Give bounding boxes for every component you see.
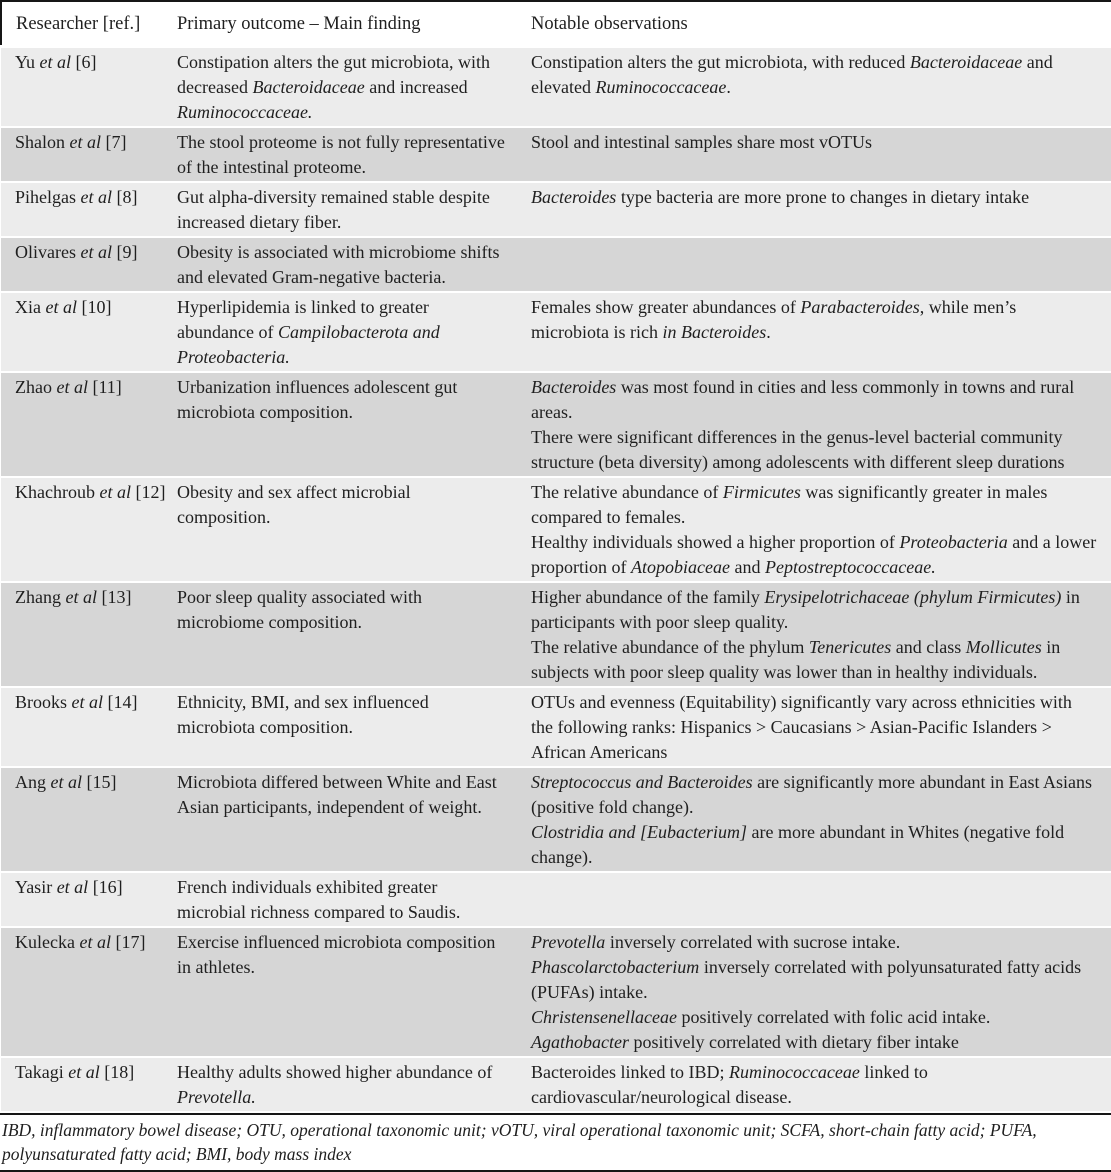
paragraph: Xia et al [10] [15,297,112,317]
researcher-cell [1,47,177,128]
researcher-cell [1,182,177,237]
paragraph: Healthy adults showed higher abundance of Prevotella. [177,1062,493,1107]
table-row [1,687,1111,767]
paragraph: Poor sleep quality associated with microbiome composition. [177,587,422,632]
paragraph: Constipation alters the gut microbiota, with reduced Bacteroidaceae and elevated Ruminococcaceae. [531,52,1053,97]
paragraph: Urbanization influences adolescent gut microbiota composition. [177,377,458,422]
paragraph: The stool proteome is not fully representative of the intestinal proteome. [177,132,505,177]
researcher-cell [1,687,177,767]
researcher-cell [1,872,177,927]
table-row [1,47,1111,128]
paragraph: Healthy individuals showed a higher proportion of Proteobacteria and a lower proportion of Atopobiaceae and Peptostreptococcaceae. [531,532,1097,577]
researcher-cell [1,292,177,372]
paragraph: The relative abundance of Firmicutes was significantly greater in males compared to females. [531,482,1048,527]
observations-cell [531,372,1111,477]
finding-cell [177,1057,531,1112]
paragraph: Gut alpha-diversity remained stable despite increased dietary fiber. [177,187,490,232]
paragraph: Bacteroides linked to IBD; Ruminococcaceae linked to cardiovascular/neurological disease. [531,1062,928,1107]
column-header-observations: Notable observations [531,1,1111,47]
paragraph: Takagi et al [18] [15,1062,135,1082]
observations-cell [531,872,1111,927]
paragraph: Prevotella inversely correlated with sucrose intake. [531,932,901,952]
column-header-finding: Primary outcome – Main finding [177,1,531,47]
finding-cell [177,292,531,372]
observations-cell [531,237,1111,292]
header-row [1,1,1111,47]
paragraph: Microbiota differed between White and East Asian participants, independent of weight. [177,772,497,817]
finding-cell [177,182,531,237]
paragraph: Olivares et al [9] [15,242,138,262]
observations-cell [531,1057,1111,1112]
table-row [1,372,1111,477]
table-footnote: IBD, inflammatory bowel disease; OTU, operational taxonomic unit; vOTU, viral operational taxonomic unit; SCFA, short-chain fatty acid; PUFA, polyunsaturated fatty acid; BMI, body mass index [0,1113,1111,1172]
paragraph: OTUs and evenness (Equitability) significantly vary across ethnicities with the following ranks: Hispanics > Caucasians > Asian-Pacific Islanders > African Americans [531,692,1072,762]
paragraph: Streptococcus and Bacteroides are significantly more abundant in East Asians (positive fold change). [531,772,1093,817]
finding-cell [177,127,531,182]
table-row [1,477,1111,582]
researcher-cell [1,237,177,292]
paragraph: Brooks et al [14] [15,692,138,712]
paragraph: Obesity and sex affect microbial composition. [177,482,411,527]
finding-cell [177,687,531,767]
observations-cell [531,927,1111,1057]
paragraph: Shalon et al [7] [15,132,127,152]
table-row [1,767,1111,872]
paragraph: Yasir et al [16] [15,877,123,897]
paragraph: There were significant differences in the genus-level bacterial community structure (beta diversity) among adolescents with different sleep durations [531,427,1065,472]
finding-cell [177,872,531,927]
paragraph: Obesity is associated with microbiome shifts and elevated Gram-negative bacteria. [177,242,500,287]
finding-cell [177,767,531,872]
table-row [1,127,1111,182]
table-body [1,47,1111,1113]
paragraph: Yu et al [6] [15,52,97,72]
observations-cell [531,182,1111,237]
observations-cell [531,47,1111,128]
paragraph: Exercise influenced microbiota composition in athletes. [177,932,496,977]
table-row [1,1057,1111,1112]
paragraph: Higher abundance of the family Erysipelotrichaceae (phylum Firmicutes) in participants with poor sleep quality. [531,587,1080,632]
finding-cell [177,582,531,687]
paragraph: Ethnicity, BMI, and sex influenced microbiota composition. [177,692,429,737]
researcher-cell [1,1057,177,1112]
table-row [1,182,1111,237]
paragraph: Bacteroides type bacteria are more prone to changes in dietary intake [531,187,1030,207]
table-row [1,237,1111,292]
paragraph: Khachroub et al [12] [15,482,166,502]
paragraph: The relative abundance of the phylum Tenericutes and class Mollicutes in subjects with poor sleep quality was lower than in healthy individuals. [531,637,1061,682]
finding-cell [177,47,531,128]
finding-cell [177,477,531,582]
paragraph: Stool and intestinal samples share most vOTUs [531,132,872,152]
table-row [1,292,1111,372]
finding-cell [177,927,531,1057]
table-row [1,582,1111,687]
paragraph: Zhao et al [11] [15,377,122,397]
table-header [1,1,1111,47]
finding-cell [177,237,531,292]
observations-cell [531,582,1111,687]
table-row [1,927,1111,1057]
observations-cell [531,127,1111,182]
researcher-cell [1,127,177,182]
paragraph: Hyperlipidemia is linked to greater abundance of Campilobacterota and Proteobacteria. [177,297,440,367]
researcher-cell [1,767,177,872]
researcher-cell [1,477,177,582]
column-header-researcher: Researcher [ref.] [1,1,177,47]
paragraph: Bacteroides was most found in cities and less commonly in towns and rural areas. [531,377,1075,422]
researcher-cell [1,927,177,1057]
paragraph: French individuals exhibited greater microbial richness compared to Saudis. [177,877,461,922]
paragraph: Pihelgas et al [8] [15,187,138,207]
paragraph: Ang et al [15] [15,772,117,792]
researcher-cell [1,582,177,687]
paragraph: Christensenellaceae positively correlated with folic acid intake. [531,1007,991,1027]
paragraph: Females show greater abundances of Parabacteroides, while men’s microbiota is rich in Bacteroides. [531,297,1017,342]
paragraph: Agathobacter positively correlated with dietary fiber intake [531,1032,959,1052]
paragraph: Zhang et al [13] [15,587,132,607]
researcher-cell [1,372,177,477]
paragraph: Clostridia and [Eubacterium] are more abundant in Whites (negative fold change). [531,822,1065,867]
paragraph: Constipation alters the gut microbiota, with decreased Bacteroidaceae and increased Ruminococcaceae. [177,52,490,122]
observations-cell [531,292,1111,372]
observations-cell [531,767,1111,872]
finding-cell [177,372,531,477]
paragraph: Kulecka et al [17] [15,932,146,952]
observations-cell [531,477,1111,582]
table-row [1,872,1111,927]
paragraph: Phascolarctobacterium inversely correlated with polyunsaturated fatty acids (PUFAs) intake. [531,957,1082,1002]
observations-cell [531,687,1111,767]
